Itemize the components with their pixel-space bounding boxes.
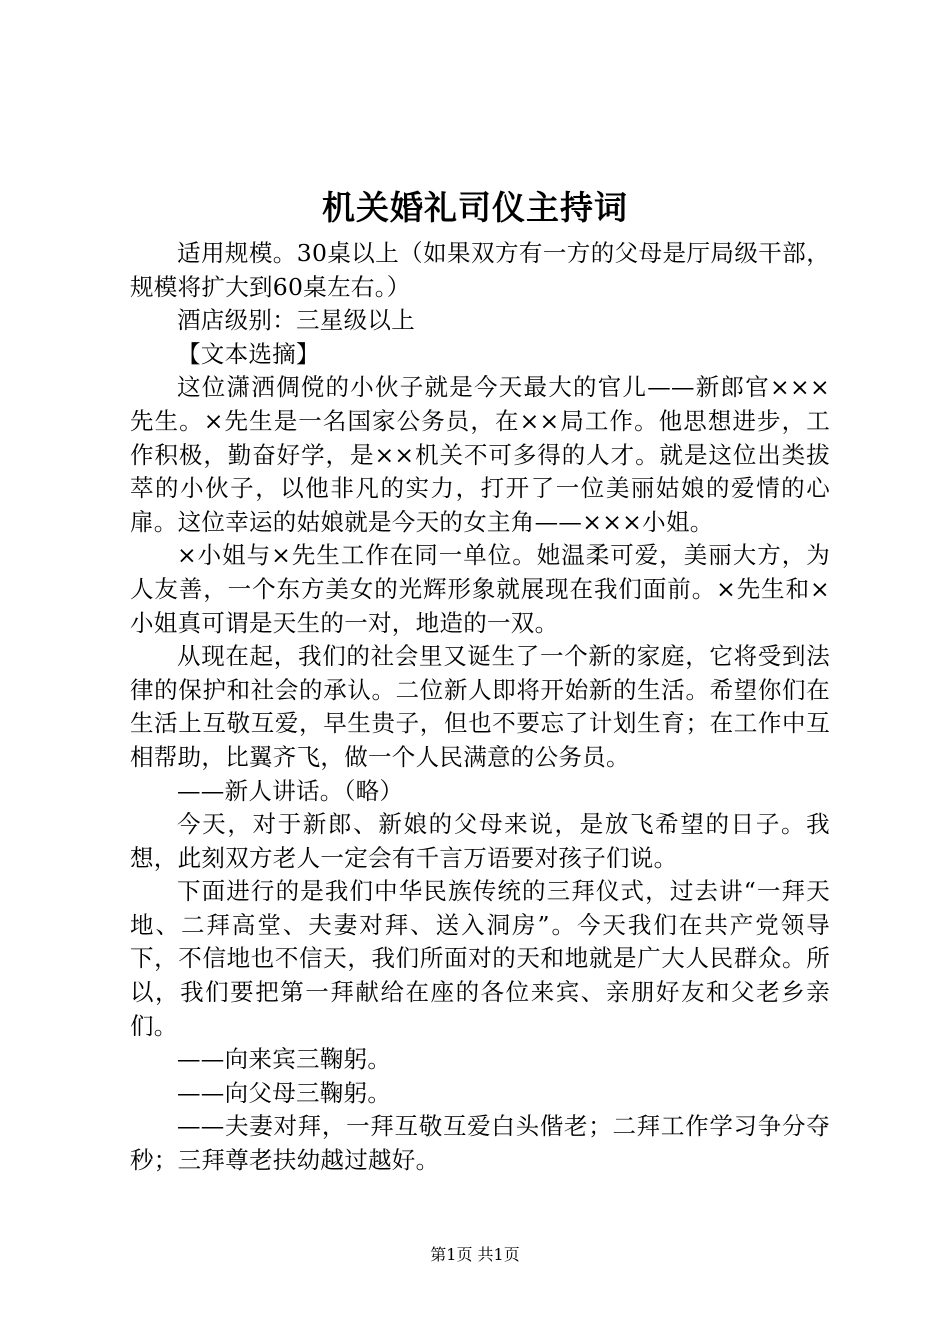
paragraph-three-bows: 下面进行的是我们中华民族传统的三拜仪式，过去讲“一拜天地、二拜高堂、夫妻对拜、送入洞房”。今天我们在共产党领导下，不信地也不信天，我们所面对的天和地就是广大人民群众。所以，我们要把第一拜献给在座的各位来宾、亲朋好友和父老乡亲们。 [130,877,830,1040]
paragraph-bride-intro: ×小姐与×先生工作在同一单位。她温柔可爱，美丽大方，为人友善，一个东方美女的光辉形象就展现在我们面前。×先生和×小姐真可谓是天生的一对，地造的一双。 [130,541,830,637]
paragraph-scale: 适用规模。30桌以上（如果双方有一方的父母是厅局级干部，规模将扩大到60桌左右。） [130,239,830,301]
paragraph-couple-speech: ——新人讲话。（略） [177,776,404,805]
paragraph-bow-guests: ——向来宾三鞠躬。 [177,1045,392,1074]
paragraph-bow-parents: ——向父母三鞠躬。 [177,1078,392,1107]
paragraph-parents: 今天，对于新郎、新娘的父母来说，是放飞希望的日子。我想，此刻双方老人一定会有千言万语要对孩子们说。 [130,810,830,872]
paragraph-new-family: 从现在起，我们的社会里又诞生了一个新的家庭，它将受到法律的保护和社会的承认。二位新人即将开始新的生活。希望你们在生活上互敬互爱，早生贵子，但也不要忘了计划生育；在工作中互相帮助，比翼齐飞，做一个人民满意的公务员。 [130,642,830,771]
page-title: 机关婚礼司仪主持词 [322,188,628,227]
paragraph-hotel-level: 酒店级别：三星级以上 [177,306,415,335]
document-body [130,237,830,1178]
paragraph-couple-bow: ——夫妻对拜，一拜互敬互爱白头偕老；二拜工作学习争分夺秒；三拜尊老扶幼越过越好。 [130,1112,830,1175]
page-number-footer: 第1页 共1页 [430,1245,520,1264]
paragraph-groom-intro: 这位潇洒倜傥的小伙子就是今天最大的官儿——新郎官×××先生。×先生是一名国家公务员，在××局工作。他思想进步，工作积极，勤奋好学，是××机关不可多得的人才。就是这位出类拔萃的小伙子，以他非凡的实力，打开了一位美丽姑娘的爱情的心扉。这位幸运的姑娘就是今天的女主角——×××小姐。 [130,373,830,536]
paragraph-excerpt-heading: 【文本选摘】 [177,339,320,368]
